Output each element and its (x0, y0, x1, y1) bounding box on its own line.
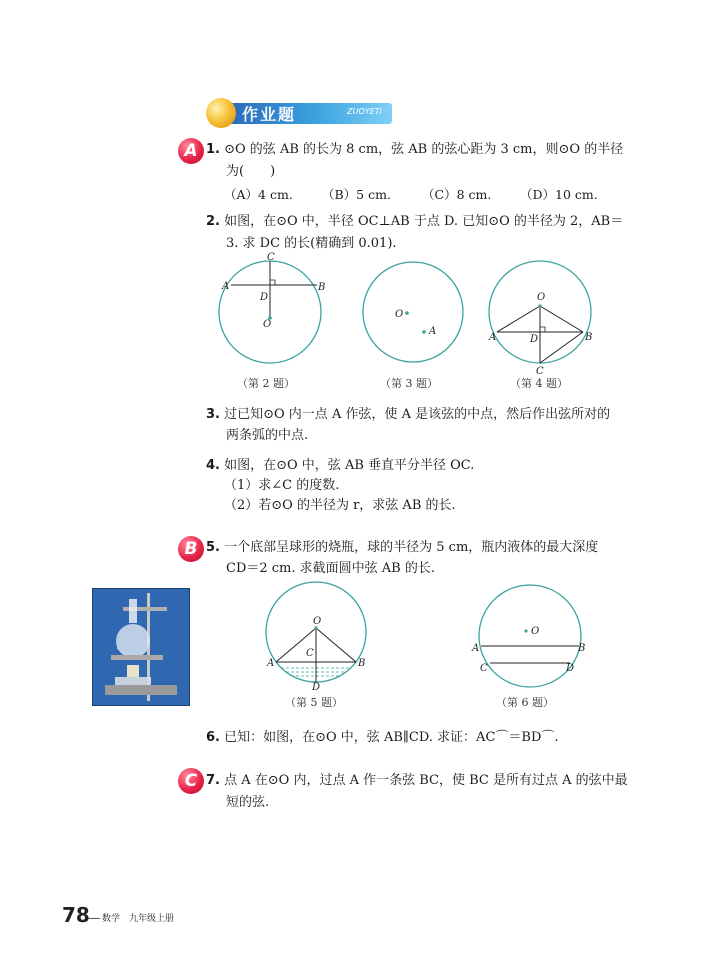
question-6 (206, 728, 559, 748)
question-1 (206, 140, 623, 160)
label-c: C (536, 366, 544, 377)
center-point (524, 629, 527, 632)
label-d: D (530, 334, 539, 345)
figure-6 (471, 585, 585, 687)
point-a (422, 330, 426, 334)
question-3 (206, 405, 610, 425)
level-badge-a: A (178, 138, 204, 164)
question-number: 6. (206, 730, 220, 745)
caption-fig-2: （第 2 题） (237, 377, 295, 390)
label-b: B (358, 658, 366, 669)
label-a: A (489, 332, 497, 343)
center-point (538, 304, 541, 307)
section-subtitle: ZUOYETI (347, 107, 382, 116)
option-d: （D）10 cm. (520, 187, 598, 202)
question-text: 如图，在⊙O 中，半径 OC⊥AB 于点 D. 已知⊙O 的半径为 2，AB＝ (224, 214, 624, 229)
question-number: 3. (206, 407, 220, 422)
question-text: 如图，在⊙O 中，弦 AB 垂直平分半径 OC. (224, 458, 475, 473)
footer-divider (88, 918, 100, 919)
segment-ob (540, 306, 583, 332)
figure-3 (363, 262, 463, 362)
label-o: O (537, 292, 546, 303)
right-angle-mark (270, 280, 275, 285)
question-2-line2: 3. 求 DC 的长(精确到 0.01). (226, 236, 397, 251)
segment-ob (316, 628, 356, 662)
question-text: 已知：如图，在⊙O 中，弦 AB∥CD. 求证：AC⌒＝BD⌒. (224, 730, 559, 745)
label-c: C (267, 252, 275, 263)
label-c: C (306, 648, 314, 659)
label-a: A (267, 658, 275, 669)
question-number: 7. (206, 773, 220, 788)
caption-fig-6: （第 6 题） (496, 696, 554, 709)
section-banner (206, 98, 392, 128)
segment-oa (497, 306, 540, 332)
circle-fig3 (363, 262, 463, 362)
figure-5 (256, 582, 376, 693)
flask-illustration (93, 589, 189, 705)
caption-fig-4: （第 4 题） (510, 377, 568, 390)
caption-fig-3: （第 3 题） (380, 377, 438, 390)
question-number: 5. (206, 540, 220, 555)
question-1-line2: 为( ) (226, 164, 276, 179)
label-o: O (263, 319, 272, 330)
label-b: B (585, 332, 593, 343)
page-number: 78 (62, 903, 90, 927)
question-4-part2: （2）若⊙O 的半径为 r，求弦 AB 的长. (224, 498, 456, 513)
label-d: D (566, 663, 575, 674)
banner-orb-icon (206, 98, 236, 128)
question-text: 一个底部呈球形的烧瓶，球的半径为 5 cm，瓶内液体的最大深度 (224, 540, 599, 555)
option-b: （B）5 cm. (322, 187, 391, 202)
question-2 (206, 212, 623, 232)
figures-row-1 (210, 250, 610, 395)
figures-row-2 (256, 576, 606, 696)
level-badge-c: C (178, 768, 204, 794)
question-text: 过已知⊙O 内一点 A 作弦，使 A 是该弦的中点，然后作出弦所对的 (224, 407, 611, 422)
book-title: 数学 九年级上册 (102, 914, 175, 924)
question-7 (206, 771, 628, 791)
question-number: 2. (206, 214, 220, 229)
caption-fig-5: （第 5 题） (285, 696, 343, 709)
flask-photo (92, 588, 190, 706)
label-d: D (312, 682, 321, 693)
right-angle-mark (540, 327, 545, 332)
question-5 (206, 538, 598, 558)
level-badge-b: B (178, 536, 204, 562)
question-3-line2: 两条弧的中点. (226, 428, 309, 443)
question-text: ⊙O 的弦 AB 的长为 8 cm，弦 AB 的弦心距为 3 cm，则⊙O 的半径 (224, 142, 624, 157)
figure-2 (219, 252, 325, 363)
question-4 (206, 456, 474, 476)
figure-4 (488, 261, 592, 377)
label-a: A (429, 326, 437, 337)
label-a: A (472, 643, 480, 654)
label-o: O (531, 626, 540, 637)
label-d: D (260, 292, 269, 303)
label-o: O (395, 309, 404, 320)
label-c: C (480, 663, 488, 674)
question-4-part1: （1）求∠C 的度数. (224, 478, 340, 493)
question-text: 点 A 在⊙O 内，过点 A 作一条弦 BC，使 BC 是所有过点 A 的弦中最 (224, 773, 628, 788)
section-title: 作业题 (242, 105, 297, 124)
label-o: O (313, 616, 322, 627)
center-point (405, 311, 409, 315)
option-c: （C）8 cm. (422, 187, 492, 202)
question-number: 1. (206, 142, 220, 157)
question-number: 4. (206, 458, 220, 473)
label-b: B (578, 643, 586, 654)
question-5-line2: CD＝2 cm. 求截面圆中弦 AB 的长. (226, 561, 435, 576)
label-a: A (222, 281, 230, 292)
label-b: B (318, 282, 326, 293)
option-a: （A）4 cm. (224, 187, 293, 202)
question-7-line2: 短的弦. (226, 795, 270, 810)
